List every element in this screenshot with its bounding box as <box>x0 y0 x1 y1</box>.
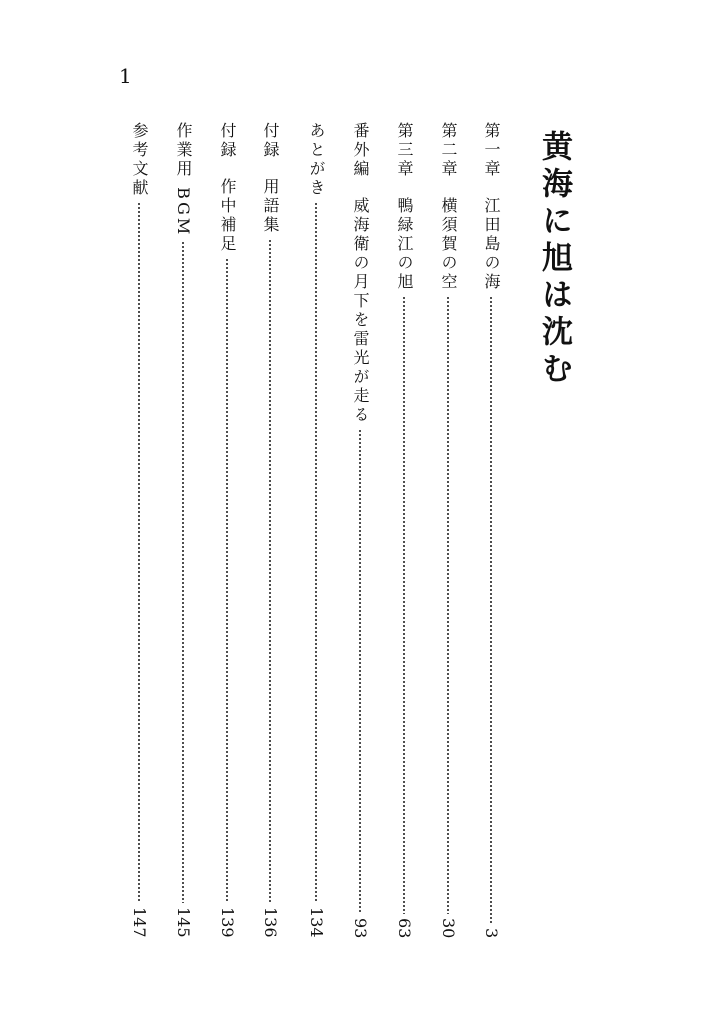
entry-title: 横須賀の空 <box>439 197 458 292</box>
entry-page: 134 <box>307 907 326 938</box>
dot-leader <box>304 202 328 903</box>
entry-page: 30 <box>439 917 458 938</box>
entry-title: 参考文献 <box>130 122 149 198</box>
entry-title: 威海衛の月下を雷光が走る <box>351 197 370 425</box>
entry-title: 作業用 BGM <box>174 122 193 238</box>
dot-leader <box>436 296 460 914</box>
toc-entry-bgm[interactable] <box>171 122 195 938</box>
dot-leader <box>215 258 239 903</box>
entry-page: 147 <box>130 907 149 938</box>
toc-entry-chapter-3[interactable] <box>392 122 416 938</box>
entry-chapter: 付録 <box>261 122 280 160</box>
entry-page: 63 <box>395 917 414 938</box>
entry-chapter: 第二章 <box>439 122 458 179</box>
toc-entry-references[interactable] <box>127 122 151 938</box>
entry-page: 145 <box>174 907 193 938</box>
entry-title: 鴨緑江の旭 <box>395 197 414 292</box>
entry-chapter: 付録 <box>218 122 237 160</box>
entry-page: 136 <box>261 907 280 938</box>
entry-page: 139 <box>218 907 237 938</box>
dot-leader <box>258 239 282 903</box>
book-title: 黄海に旭は沈む <box>536 130 572 389</box>
dot-leader <box>392 296 416 914</box>
entry-page: 93 <box>351 917 370 938</box>
dot-leader <box>348 429 372 914</box>
entry-chapter: 第三章 <box>395 122 414 179</box>
dot-leader <box>171 241 195 903</box>
page-number: 1 <box>119 64 132 88</box>
dot-leader <box>127 202 151 903</box>
toc-entry-chapter-1[interactable] <box>479 122 503 938</box>
entry-title: 江田島の海 <box>482 197 501 292</box>
dot-leader <box>479 296 503 924</box>
entry-page: 3 <box>482 927 501 938</box>
entry-chapter: 第一章 <box>482 122 501 179</box>
entry-title: あとがき <box>307 122 326 198</box>
entry-chapter: 番外編 <box>351 122 370 179</box>
toc-entry-supplement[interactable] <box>215 122 239 938</box>
entry-title: 作中補足 <box>218 178 237 254</box>
toc-entry-glossary[interactable] <box>258 122 282 938</box>
toc-entry-afterword[interactable] <box>304 122 328 938</box>
toc-entry-bangai[interactable] <box>348 122 372 938</box>
toc-entry-chapter-2[interactable] <box>436 122 460 938</box>
entry-title: 用語集 <box>261 178 280 235</box>
